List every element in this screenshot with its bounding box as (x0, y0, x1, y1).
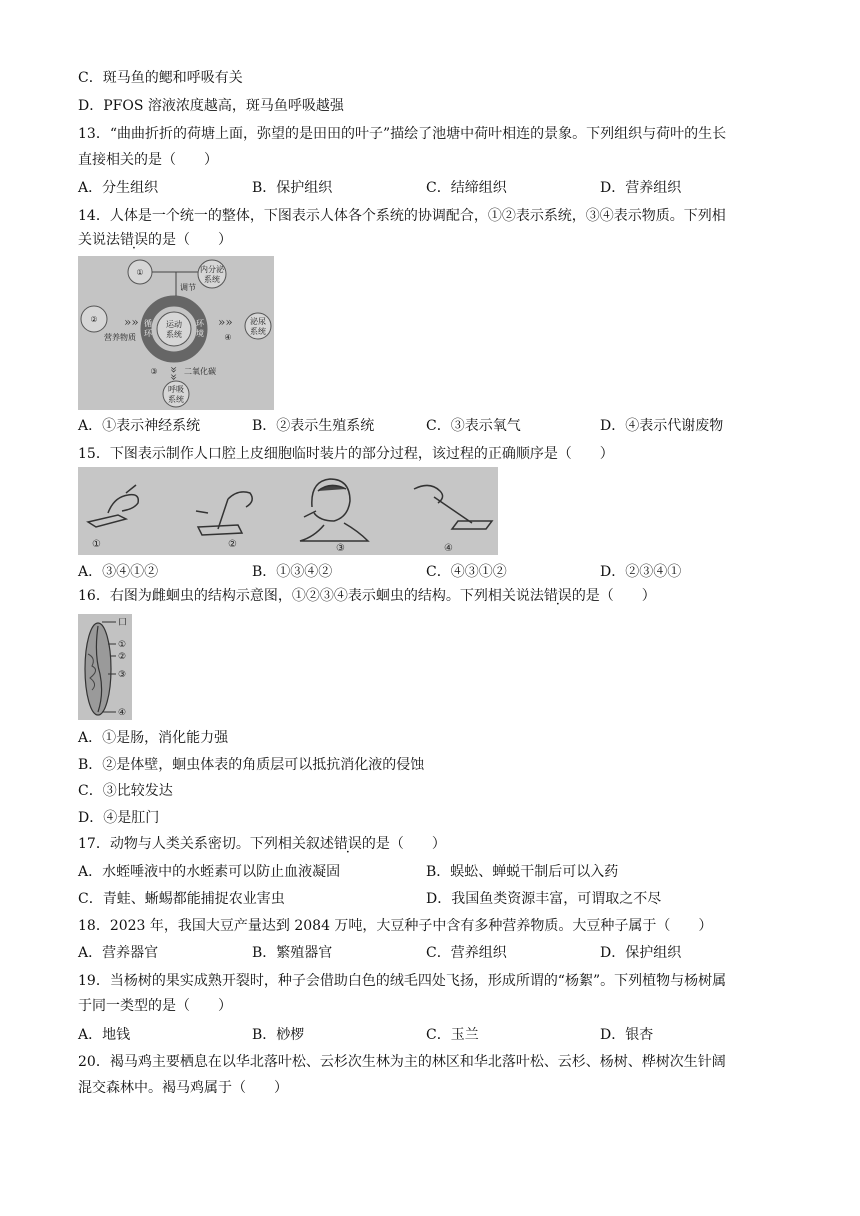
q16-option-d: D．④是肛门 (78, 810, 160, 826)
q19-option-b: B．桫椤 (252, 1027, 305, 1043)
label-3: ③ (118, 670, 127, 680)
q13-option-b: B．保护组织 (252, 180, 333, 196)
q16-option-c: C．③比较发达 (78, 783, 173, 799)
step-2-label: ② (228, 539, 237, 550)
q12-option-d: D．PFOS 溶液浓度越高，斑马鱼呼吸越强 (78, 98, 344, 114)
slide-preparation-figure (78, 467, 498, 555)
q16-stem-emphasis: 错误 (543, 588, 572, 604)
node-circle-1-label: ① (136, 268, 144, 277)
node-circle-4-label: ④ (224, 333, 232, 342)
roundworm-body (85, 623, 111, 715)
label-4: ④ (118, 708, 127, 718)
circulation-label-2: 环 (144, 329, 152, 338)
q14-stem-post: 的是（ ） (148, 232, 232, 248)
motion-label-1: 运动 (166, 320, 182, 329)
q19-options (78, 1025, 784, 1045)
q18-option-a: A．营养器官 (78, 945, 159, 961)
respiratory-label-2: 系统 (168, 395, 184, 404)
q16-stem (78, 586, 656, 606)
label-1: ① (118, 640, 127, 650)
q17-options-row2 (78, 889, 784, 909)
q19-option-d: D．银杏 (600, 1027, 654, 1043)
q13-option-a: A．分生组织 (78, 180, 159, 196)
step-4-label: ④ (444, 543, 453, 554)
q13-stem-line1: 13．“曲曲折折的荷塘上面，弥望的是田田的叶子”描绘了池塘中荷叶相连的景象。下列组织与荷叶的生长 (78, 126, 727, 142)
q15-options (78, 562, 784, 582)
q17-options-row1 (78, 862, 784, 882)
chevrons-down-icon: »» (167, 366, 181, 381)
q16-option-b: B．②是体壁，蛔虫体表的角质层可以抵抗消化液的侵蚀 (78, 757, 425, 773)
chevrons-left-icon: »» (124, 315, 139, 329)
q15-option-a: A．③④①② (78, 564, 159, 580)
q16-stem-pre: 16．右图为雌蛔虫的结构示意图，①②③④表示蛔虫的结构。下列相关说法 (78, 588, 544, 604)
q16-stem-post: 的是（ ） (571, 588, 656, 604)
q20-stem-line2: 混交森林中。褐马鸡属于（ ） (78, 1080, 288, 1096)
environment-label-1: 环 (196, 319, 204, 328)
body-systems-diagram (78, 256, 274, 410)
body-systems-svg (78, 256, 274, 410)
q15-option-d: D．②③④① (600, 564, 682, 580)
q17-stem-emphasis: 错误 (333, 836, 362, 852)
urinary-label-2: 系统 (250, 327, 266, 336)
q18-option-c: C．营养组织 (426, 945, 507, 961)
label-2: ② (118, 652, 127, 662)
q17-stem (78, 834, 446, 854)
q14-options (78, 416, 784, 436)
q17-option-a: A．水蛭唾液中的水蛭素可以防止血液凝固 (78, 864, 341, 880)
q17-option-c: C．青蛙、蜥蜴都能捕捉农业害虫 (78, 891, 285, 907)
q14-option-d: D．④表示代谢废物 (600, 418, 724, 434)
q19-stem-line1: 19．当杨树的果实成熟开裂时，种子会借助白色的绒毛四处飞扬，形成所谓的“杨絮”。下列植物与杨树属 (78, 973, 727, 989)
q13-options (78, 178, 784, 198)
q14-stem-emphasis: 错误 (120, 232, 148, 248)
q15-option-b: B．①③④② (252, 564, 333, 580)
circulation-label-1: 循 (144, 319, 152, 328)
q12-option-c: C．斑马鱼的鳃和呼吸有关 (78, 70, 243, 86)
motion-label-2: 系统 (166, 330, 182, 339)
step-3-label: ③ (336, 543, 345, 554)
q14-option-c: C．③表示氧气 (426, 418, 521, 434)
urinary-label-1: 泌尿 (250, 317, 266, 326)
q13-option-c: C．结缔组织 (426, 180, 507, 196)
motion-system-node (157, 312, 191, 346)
q19-option-c: C．玉兰 (426, 1027, 479, 1043)
q14-option-a: A．①表示神经系统 (78, 418, 201, 434)
q16-option-a: A．①是肠，消化能力强 (78, 730, 229, 746)
respiratory-label-1: 呼吸 (168, 385, 184, 394)
q18-stem: 18．2023 年，我国大豆产量达到 2084 万吨，大豆种子中含有多种营养物质。大豆种子属于（ ） (78, 918, 713, 934)
q17-stem-post: 的是（ ） (361, 836, 446, 852)
roundworm-svg (78, 614, 132, 720)
step-1-label: ① (92, 539, 101, 550)
q18-option-d: D．保护组织 (600, 945, 682, 961)
q14-stem-line1: 14．人体是一个统一的整体，下图表示人体各个系统的协调配合，①②表示系统，③④表示物质。下列相 (78, 208, 726, 224)
environment-label-2: 境 (196, 329, 204, 338)
q17-option-d: D．我国鱼类资源丰富，可谓取之不尽 (426, 891, 662, 907)
q18-option-b: B．繁殖器官 (252, 945, 333, 961)
q13-stem-line2: 直接相关的是（ ） (78, 152, 218, 168)
node-circle-3-label: ③ (150, 367, 158, 376)
q13-option-d: D．营养组织 (600, 180, 682, 196)
q15-stem: 15．下图表示制作人口腔上皮细胞临时装片的部分过程，该过程的正确顺序是（ ） (78, 446, 614, 462)
chevrons-right-icon: »» (218, 315, 233, 329)
regulate-label: 调节 (180, 283, 196, 292)
q14-stem-pre: 关说法 (78, 232, 120, 248)
q17-option-b: B．蜈蚣、蝉蜕干制后可以入药 (426, 864, 619, 880)
q19-stem-line2: 于同一类型的是（ ） (78, 998, 232, 1014)
q14-option-b: B．②表示生殖系统 (252, 418, 375, 434)
endocrine-label-1: 内分泌 (200, 265, 224, 274)
label-mouth: 口 (118, 618, 128, 628)
q18-options (78, 943, 784, 963)
q20-stem-line1: 20．褐马鸡主要栖息在以华北落叶松、云杉次生林为主的林区和华北落叶松、云杉、杨树、桦树次生针阔 (78, 1054, 726, 1070)
slide-preparation-svg (78, 467, 498, 555)
q17-stem-pre: 17．动物与人类关系密切。下列相关叙述 (78, 836, 334, 852)
nutrients-label: 营养物质 (104, 333, 136, 342)
q14-stem-line2 (78, 230, 232, 250)
q19-option-a: A．地钱 (78, 1027, 131, 1043)
roundworm-diagram (78, 614, 132, 720)
q15-option-c: C．④③①② (426, 564, 507, 580)
node-circle-2-label: ② (90, 315, 98, 324)
endocrine-label-2: 系统 (204, 275, 220, 284)
co2-label: 二氧化碳 (184, 367, 216, 376)
